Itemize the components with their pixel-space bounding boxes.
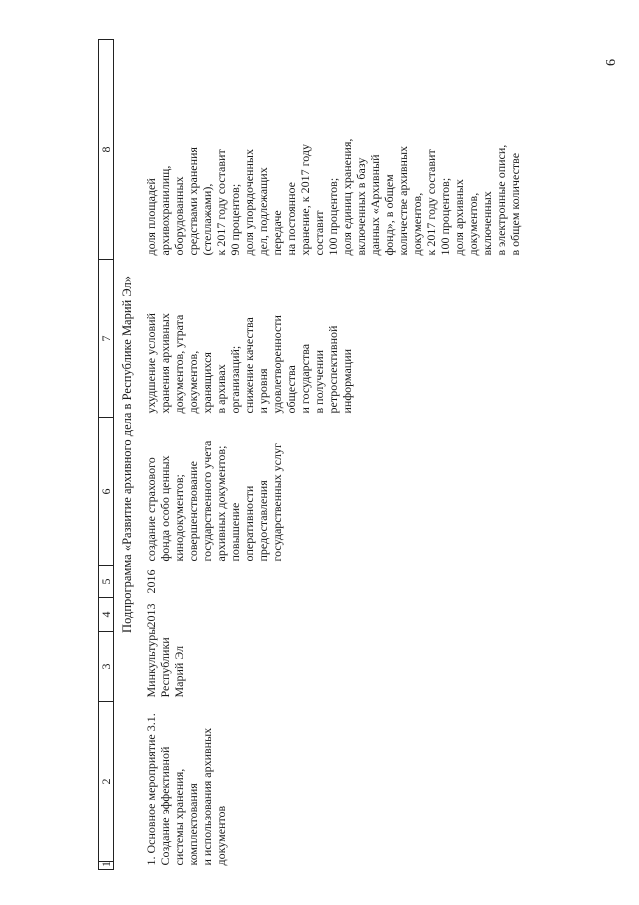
indicators-cell	[142, 40, 524, 260]
risk-line: ухудшение условий	[144, 313, 158, 414]
indicator-line: (стеллажами),	[200, 183, 214, 256]
executor-line: Марий Эл	[172, 645, 186, 698]
risk-line: снижение качества	[242, 317, 256, 414]
col-header-1: 1	[99, 862, 114, 870]
page-number: 6	[604, 59, 619, 66]
risk-line: документов,	[186, 350, 200, 414]
col-header-2: 2	[99, 702, 114, 862]
measure-line: документов	[214, 805, 228, 866]
indicator-line: составит	[312, 210, 326, 256]
result-line: государственного учета	[200, 440, 214, 562]
measure-line: комплектования	[186, 783, 200, 866]
measure-line: Основное мероприятие 3.1.	[144, 713, 158, 854]
measure-line: и использования архивных	[200, 727, 214, 866]
result-line: государственных услуг	[270, 443, 284, 562]
indicator-line: оборудованных	[172, 176, 186, 256]
risk-line: и государства	[298, 343, 312, 414]
indicator-line: средствами хранения	[186, 147, 200, 256]
result-line: оперативности	[242, 485, 256, 562]
indicator-line: включенных в базу	[354, 157, 368, 256]
start-year-cell: 2013	[144, 603, 158, 628]
col-header-6: 6	[99, 418, 114, 566]
rotated-table-block	[98, 40, 588, 870]
indicator-line: дел, подлежащих	[256, 167, 270, 256]
subprogram-row	[114, 40, 143, 870]
indicator-line: в общем количестве	[508, 152, 522, 256]
result-line: совершенствование	[186, 461, 200, 562]
result-line: фонда особо ценных	[158, 455, 172, 562]
indicator-line: количестве архивных	[396, 145, 410, 256]
executor-cell	[142, 626, 524, 702]
risk-line: хранящихся	[200, 352, 214, 414]
indicator-line: доля единиц хранения,	[340, 138, 354, 256]
indicator-line: передаче	[270, 210, 284, 256]
indicator-line: хранение, к 2017 году	[298, 144, 312, 256]
indicator-line: 90 процентов;	[228, 183, 242, 256]
indicator-line: документов,	[410, 192, 424, 256]
col-header-4: 4	[99, 598, 114, 632]
risk-line: в получении	[312, 349, 326, 414]
result-line: повышение	[228, 502, 242, 562]
risk-line: хранения архивных	[158, 313, 172, 414]
result-line: предоставления	[256, 480, 270, 562]
program-table	[98, 39, 524, 870]
risk-line: документов, утрата	[172, 314, 186, 414]
executor-line: Республики	[158, 637, 172, 698]
indicator-line: фонд», в общем	[382, 174, 396, 256]
result-line: архивных документов;	[214, 445, 228, 562]
indicator-line: включенных	[480, 191, 494, 256]
indicator-line: к 2017 году составит	[214, 149, 228, 256]
indicator-line: документов,	[466, 192, 480, 256]
risk-line: ретроспективной	[326, 325, 340, 414]
end-year-cell: 2016	[144, 569, 158, 594]
indicator-line: 100 процентов;	[326, 177, 340, 256]
table-row	[142, 40, 524, 870]
indicator-line: в электронные описи,	[494, 144, 508, 256]
col-header-8: 8	[99, 40, 114, 260]
measure-line: системы хранения,	[172, 768, 186, 866]
indicator-line: доля архивных	[452, 179, 466, 256]
col-header-7: 7	[99, 260, 114, 418]
result-line: кинодокументов;	[172, 474, 186, 562]
indicator-line: данных «Архивный	[368, 154, 382, 256]
risk-line: в архивах	[214, 364, 228, 414]
measure-cell	[142, 702, 524, 870]
result-line: создание страхового	[144, 457, 158, 562]
risk-line: и уровня	[256, 368, 270, 414]
col-header-5: 5	[99, 566, 114, 598]
risk-line: информации	[340, 348, 354, 414]
risk-line: организаций;	[228, 345, 242, 414]
indicator-line: на постоянное	[284, 182, 298, 256]
result-cell	[142, 418, 524, 566]
indicator-line: доля упорядоченных	[242, 149, 256, 256]
risks-cell	[142, 260, 524, 418]
indicator-line: доля площадей	[144, 178, 158, 256]
column-number-row	[99, 40, 114, 870]
col-header-3: 3	[99, 632, 114, 702]
subprogram-title: Подпрограмма «Развитие архивного дела в Республике Марий Эл»	[120, 276, 134, 633]
risk-line: общества	[284, 365, 298, 414]
indicator-line: архивохранилищ,	[158, 165, 172, 256]
indicator-line: 100 процентов;	[438, 177, 452, 256]
risk-line: удовлетворенности	[270, 315, 284, 414]
executor-line: Минкультуры	[144, 626, 158, 698]
row-number: 1.	[144, 856, 158, 866]
measure-line: Создание эффективной	[158, 746, 172, 866]
indicator-line: к 2017 году составит	[424, 149, 438, 256]
